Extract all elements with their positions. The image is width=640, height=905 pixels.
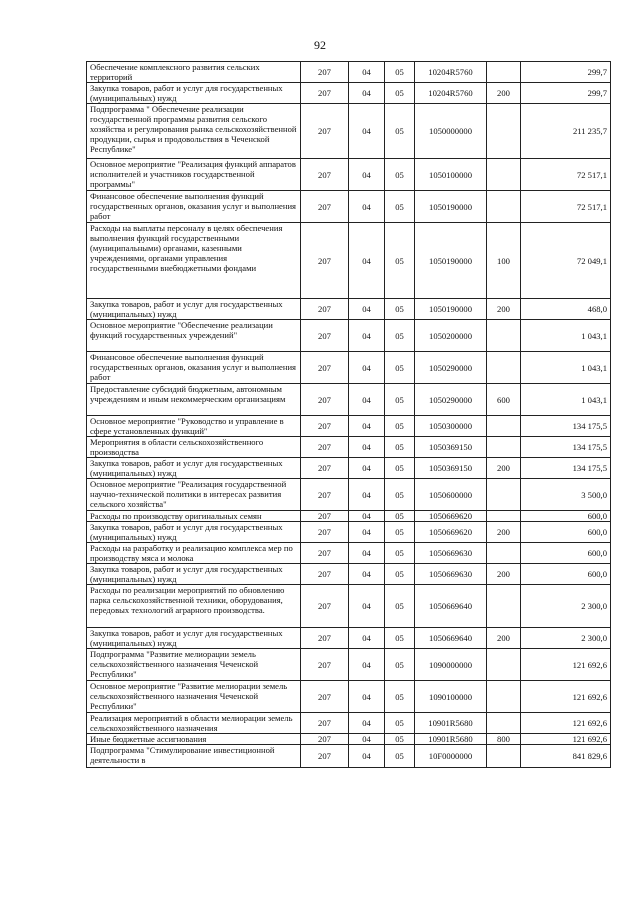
subsection-code-cell: 05	[385, 522, 415, 543]
amount-cell: 600,0	[521, 564, 611, 585]
section-code-cell: 04	[349, 223, 385, 299]
ministry-code-cell: 207	[301, 416, 349, 437]
subsection-code-cell: 05	[385, 223, 415, 299]
subsection-code-cell: 05	[385, 479, 415, 511]
table-row	[87, 437, 611, 458]
item-name-cell: Основное мероприятие "Реализация государственной научно-технической политики в интересах развития сельского хозяйства"	[87, 479, 301, 511]
target-article-cell: 1050300000	[415, 416, 487, 437]
target-article-cell: 1050669640	[415, 628, 487, 649]
amount-cell: 72 517,1	[521, 159, 611, 191]
amount-cell: 134 175,5	[521, 458, 611, 479]
expense-type-cell	[487, 585, 521, 628]
ministry-code-cell: 207	[301, 223, 349, 299]
expense-type-cell	[487, 191, 521, 223]
table-row	[87, 104, 611, 159]
amount-cell: 72 049,1	[521, 223, 611, 299]
table-row	[87, 745, 611, 768]
item-name-cell: Закупка товаров, работ и услуг для государственных (муниципальных) нужд	[87, 458, 301, 479]
item-name-cell: Обеспечение комплексного развития сельских территорий	[87, 62, 301, 83]
target-article-cell: 1050669630	[415, 543, 487, 564]
expense-type-cell	[487, 543, 521, 564]
expense-type-cell	[487, 681, 521, 713]
table-row	[87, 713, 611, 734]
expense-type-cell	[487, 745, 521, 768]
item-name-cell: Закупка товаров, работ и услуг для государственных (муниципальных) нужд	[87, 564, 301, 585]
item-name-cell: Иные бюджетные ассигнования	[87, 734, 301, 745]
expense-type-cell	[487, 416, 521, 437]
table-row	[87, 479, 611, 511]
section-code-cell: 04	[349, 745, 385, 768]
amount-cell: 600,0	[521, 511, 611, 522]
item-name-cell: Подпрограмма "Стимулирование инвестиционной деятельности в	[87, 745, 301, 768]
target-article-cell: 1050100000	[415, 159, 487, 191]
item-name-cell: Реализация мероприятий в области мелиорации земель сельскохозяйственного назначения	[87, 713, 301, 734]
subsection-code-cell: 05	[385, 713, 415, 734]
budget-table	[86, 61, 611, 768]
amount-cell: 134 175,5	[521, 416, 611, 437]
ministry-code-cell: 207	[301, 104, 349, 159]
ministry-code-cell: 207	[301, 299, 349, 320]
target-article-cell: 10204R5760	[415, 62, 487, 83]
table-row	[87, 628, 611, 649]
target-article-cell: 1050669620	[415, 522, 487, 543]
item-name-cell: Мероприятия в области сельскохозяйственного производства	[87, 437, 301, 458]
expense-type-cell	[487, 320, 521, 352]
section-code-cell: 04	[349, 416, 385, 437]
amount-cell: 211 235,7	[521, 104, 611, 159]
ministry-code-cell: 207	[301, 734, 349, 745]
amount-cell: 600,0	[521, 543, 611, 564]
amount-cell: 841 829,6	[521, 745, 611, 768]
subsection-code-cell: 05	[385, 458, 415, 479]
ministry-code-cell: 207	[301, 320, 349, 352]
subsection-code-cell: 05	[385, 734, 415, 745]
item-name-cell: Основное мероприятие "Обеспечение реализации функций государственных учреждений"	[87, 320, 301, 352]
section-code-cell: 04	[349, 384, 385, 416]
expense-type-cell	[487, 352, 521, 384]
target-article-cell: 10F0000000	[415, 745, 487, 768]
target-article-cell: 1050190000	[415, 223, 487, 299]
section-code-cell: 04	[349, 543, 385, 564]
target-article-cell: 10204R5760	[415, 83, 487, 104]
section-code-cell: 04	[349, 458, 385, 479]
item-name-cell: Основное мероприятие "Реализация функций аппаратов исполнителей и участников государственной программы"	[87, 159, 301, 191]
expense-type-cell: 600	[487, 384, 521, 416]
target-article-cell: 1090000000	[415, 649, 487, 681]
target-article-cell: 1050200000	[415, 320, 487, 352]
target-article-cell: 10901R5680	[415, 713, 487, 734]
section-code-cell: 04	[349, 437, 385, 458]
expense-type-cell	[487, 437, 521, 458]
subsection-code-cell: 05	[385, 83, 415, 104]
amount-cell: 121 692,6	[521, 649, 611, 681]
section-code-cell: 04	[349, 681, 385, 713]
amount-cell: 3 500,0	[521, 479, 611, 511]
target-article-cell: 1050000000	[415, 104, 487, 159]
ministry-code-cell: 207	[301, 384, 349, 416]
item-name-cell: Подпрограмма "Развитие мелиорации земель сельскохозяйственного назначения Чеченской Республики"	[87, 649, 301, 681]
ministry-code-cell: 207	[301, 437, 349, 458]
amount-cell: 2 300,0	[521, 585, 611, 628]
ministry-code-cell: 207	[301, 479, 349, 511]
table-row	[87, 299, 611, 320]
target-article-cell: 1050369150	[415, 458, 487, 479]
expense-type-cell: 800	[487, 734, 521, 745]
target-article-cell: 10901R5680	[415, 734, 487, 745]
section-code-cell: 04	[349, 511, 385, 522]
target-article-cell: 1050669620	[415, 511, 487, 522]
subsection-code-cell: 05	[385, 62, 415, 83]
section-code-cell: 04	[349, 522, 385, 543]
expense-type-cell: 200	[487, 628, 521, 649]
subsection-code-cell: 05	[385, 585, 415, 628]
amount-cell: 121 692,6	[521, 734, 611, 745]
expense-type-cell: 200	[487, 299, 521, 320]
ministry-code-cell: 207	[301, 681, 349, 713]
table-row	[87, 159, 611, 191]
table-row	[87, 191, 611, 223]
amount-cell: 72 517,1	[521, 191, 611, 223]
subsection-code-cell: 05	[385, 649, 415, 681]
subsection-code-cell: 05	[385, 511, 415, 522]
expense-type-cell	[487, 159, 521, 191]
amount-cell: 121 692,6	[521, 713, 611, 734]
item-name-cell: Расходы по производству оригинальных семян	[87, 511, 301, 522]
amount-cell: 134 175,5	[521, 437, 611, 458]
section-code-cell: 04	[349, 713, 385, 734]
section-code-cell: 04	[349, 649, 385, 681]
amount-cell: 1 043,1	[521, 352, 611, 384]
section-code-cell: 04	[349, 628, 385, 649]
ministry-code-cell: 207	[301, 522, 349, 543]
ministry-code-cell: 207	[301, 649, 349, 681]
expense-type-cell	[487, 713, 521, 734]
expense-type-cell: 100	[487, 223, 521, 299]
table-row	[87, 522, 611, 543]
table-row	[87, 62, 611, 83]
section-code-cell: 04	[349, 299, 385, 320]
target-article-cell: 1090100000	[415, 681, 487, 713]
subsection-code-cell: 05	[385, 564, 415, 585]
subsection-code-cell: 05	[385, 320, 415, 352]
expense-type-cell	[487, 511, 521, 522]
target-article-cell: 1050669640	[415, 585, 487, 628]
amount-cell: 121 692,6	[521, 681, 611, 713]
amount-cell: 299,7	[521, 62, 611, 83]
section-code-cell: 04	[349, 83, 385, 104]
item-name-cell: Закупка товаров, работ и услуг для государственных (муниципальных) нужд	[87, 299, 301, 320]
item-name-cell: Предоставление субсидий бюджетным, автономным учреждениям и иным некоммерческим организациям	[87, 384, 301, 416]
table-row	[87, 352, 611, 384]
ministry-code-cell: 207	[301, 543, 349, 564]
ministry-code-cell: 207	[301, 62, 349, 83]
subsection-code-cell: 05	[385, 384, 415, 416]
item-name-cell: Подпрограмма " Обеспечение реализации государственной программы развития сельского хозяйства и регулирования рынка сельскохозяйственной продукции, сырья и продовольствия в Чеченской Республике"	[87, 104, 301, 159]
expense-type-cell: 200	[487, 458, 521, 479]
table-row	[87, 83, 611, 104]
target-article-cell: 1050190000	[415, 191, 487, 223]
page-number: 92	[314, 38, 326, 52]
ministry-code-cell: 207	[301, 511, 349, 522]
subsection-code-cell: 05	[385, 191, 415, 223]
section-code-cell: 04	[349, 191, 385, 223]
ministry-code-cell: 207	[301, 713, 349, 734]
ministry-code-cell: 207	[301, 191, 349, 223]
amount-cell: 1 043,1	[521, 320, 611, 352]
expense-type-cell	[487, 104, 521, 159]
amount-cell: 2 300,0	[521, 628, 611, 649]
subsection-code-cell: 05	[385, 437, 415, 458]
item-name-cell: Расходы на выплаты персоналу в целях обеспечения выполнения функций государственными (муниципальными) органами, казенными учреждениями, органами управления государственными внебюджетными фондами	[87, 223, 301, 299]
item-name-cell: Закупка товаров, работ и услуг для государственных (муниципальных) нужд	[87, 83, 301, 104]
ministry-code-cell: 207	[301, 585, 349, 628]
item-name-cell: Расходы по реализации мероприятий по обновлению парка сельскохозяйственной техники, оборудования, передовых технологий аграрного производства.	[87, 585, 301, 628]
section-code-cell: 04	[349, 352, 385, 384]
expense-type-cell	[487, 62, 521, 83]
ministry-code-cell: 207	[301, 628, 349, 649]
item-name-cell: Закупка товаров, работ и услуг для государственных (муниципальных) нужд	[87, 522, 301, 543]
expense-type-cell: 200	[487, 564, 521, 585]
target-article-cell: 1050669630	[415, 564, 487, 585]
table-row	[87, 384, 611, 416]
subsection-code-cell: 05	[385, 543, 415, 564]
target-article-cell: 1050290000	[415, 384, 487, 416]
ministry-code-cell: 207	[301, 83, 349, 104]
subsection-code-cell: 05	[385, 104, 415, 159]
budget-table-body	[87, 62, 611, 768]
amount-cell: 299,7	[521, 83, 611, 104]
item-name-cell: Финансовое обеспечение выполнения функций государственных органов, оказания услуг и выполнения работ	[87, 352, 301, 384]
item-name-cell: Основное мероприятие "Развитие мелиорации земель сельскохозяйственного назначения Чеченской Республики"	[87, 681, 301, 713]
ministry-code-cell: 207	[301, 564, 349, 585]
table-row	[87, 416, 611, 437]
table-row	[87, 320, 611, 352]
subsection-code-cell: 05	[385, 159, 415, 191]
table-row	[87, 649, 611, 681]
table-row	[87, 223, 611, 299]
table-row	[87, 734, 611, 745]
expense-type-cell	[487, 649, 521, 681]
amount-cell: 1 043,1	[521, 384, 611, 416]
section-code-cell: 04	[349, 104, 385, 159]
section-code-cell: 04	[349, 159, 385, 191]
item-name-cell: Финансовое обеспечение выполнения функций государственных органов, оказания услуг и выполнения работ	[87, 191, 301, 223]
target-article-cell: 1050369150	[415, 437, 487, 458]
section-code-cell: 04	[349, 585, 385, 628]
amount-cell: 600,0	[521, 522, 611, 543]
ministry-code-cell: 207	[301, 458, 349, 479]
table-row	[87, 681, 611, 713]
item-name-cell: Закупка товаров, работ и услуг для государственных (муниципальных) нужд	[87, 628, 301, 649]
expense-type-cell: 200	[487, 522, 521, 543]
section-code-cell: 04	[349, 564, 385, 585]
subsection-code-cell: 05	[385, 416, 415, 437]
section-code-cell: 04	[349, 479, 385, 511]
target-article-cell: 1050190000	[415, 299, 487, 320]
table-row	[87, 458, 611, 479]
subsection-code-cell: 05	[385, 745, 415, 768]
subsection-code-cell: 05	[385, 352, 415, 384]
table-row	[87, 511, 611, 522]
ministry-code-cell: 207	[301, 159, 349, 191]
section-code-cell: 04	[349, 62, 385, 83]
item-name-cell: Основное мероприятие "Руководство и управление в сфере установленных функций"	[87, 416, 301, 437]
subsection-code-cell: 05	[385, 299, 415, 320]
table-row	[87, 564, 611, 585]
amount-cell: 468,0	[521, 299, 611, 320]
ministry-code-cell: 207	[301, 352, 349, 384]
subsection-code-cell: 05	[385, 628, 415, 649]
target-article-cell: 1050600000	[415, 479, 487, 511]
expense-type-cell	[487, 479, 521, 511]
ministry-code-cell: 207	[301, 745, 349, 768]
expense-type-cell: 200	[487, 83, 521, 104]
subsection-code-cell: 05	[385, 681, 415, 713]
item-name-cell: Расходы на разработку и реализацию комплекса мер по производству мяса и молока	[87, 543, 301, 564]
table-row	[87, 585, 611, 628]
section-code-cell: 04	[349, 734, 385, 745]
section-code-cell: 04	[349, 320, 385, 352]
table-row	[87, 543, 611, 564]
target-article-cell: 1050290000	[415, 352, 487, 384]
